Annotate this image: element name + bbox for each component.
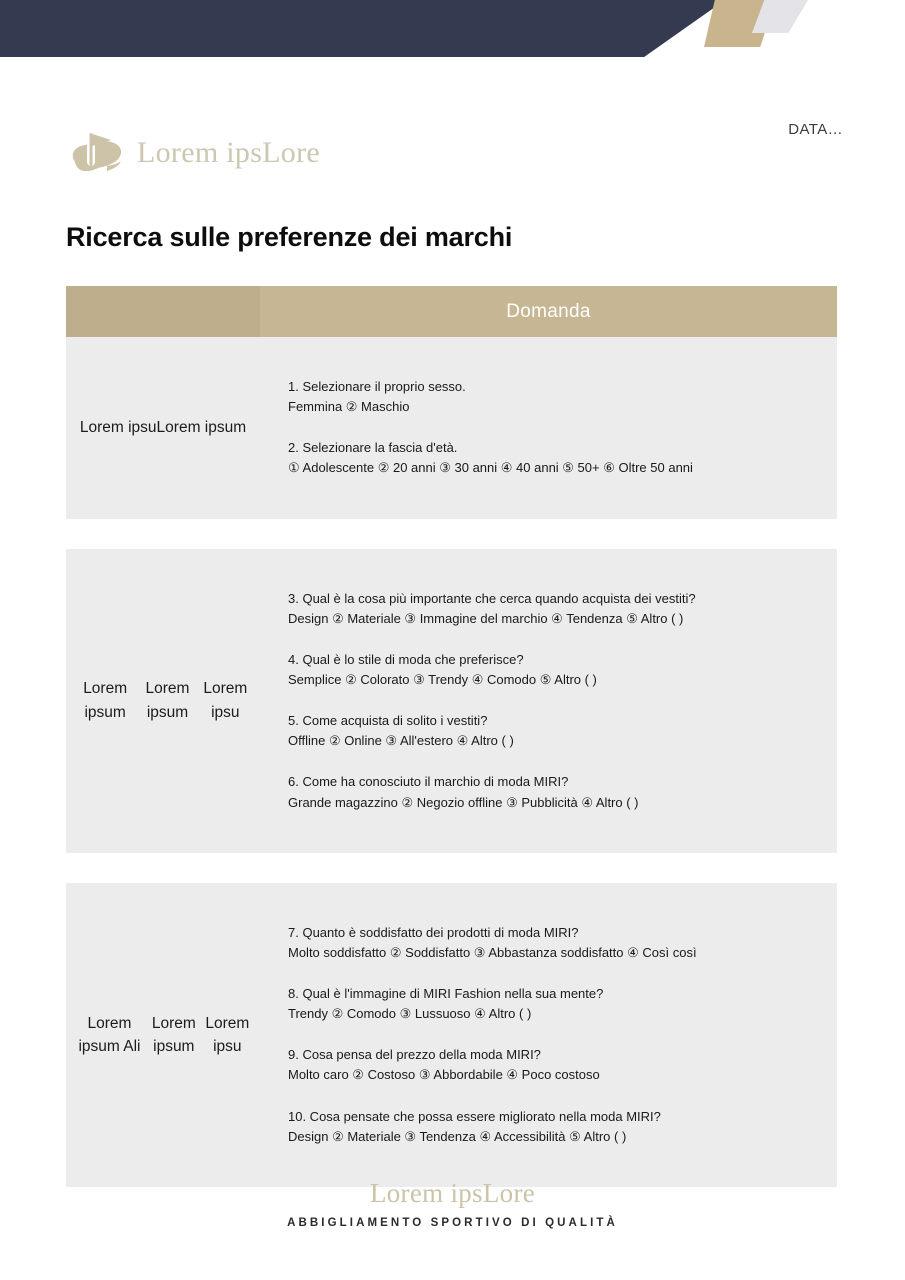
table-header-row xyxy=(66,286,837,337)
question-block xyxy=(288,711,817,751)
category-label-line: Lorem ipsu xyxy=(79,419,157,437)
table-section-gap xyxy=(66,853,837,883)
category-label-line: Lorem ipsum xyxy=(151,1014,196,1055)
table-header-left-cell xyxy=(66,286,260,337)
question-block xyxy=(288,772,817,812)
question-options[interactable]: Design ② Materiale ③ Tendenza ④ Accessibilità ⑤ Altro ( ) xyxy=(288,1128,627,1144)
category-label-line: Lorem ipsum xyxy=(83,680,128,721)
top-banner xyxy=(0,0,905,70)
question-options[interactable]: Femmina ② Maschio xyxy=(288,399,410,415)
question-text: 4. Qual è lo stile di moda che preferisce? xyxy=(288,651,524,667)
question-text: 5. Come acquista di solito i vestiti? xyxy=(288,713,488,729)
table-row-category-label xyxy=(66,549,260,853)
table-row-questions xyxy=(260,883,837,1187)
category-label-line: Lorem ipsum xyxy=(156,419,247,437)
question-text: 9. Cosa pensa del prezzo della moda MIRI? xyxy=(288,1047,541,1063)
table-row xyxy=(66,883,837,1187)
question-options[interactable]: Semplice ② Colorato ③ Trendy ④ Comodo ⑤ Altro ( ) xyxy=(288,671,597,687)
question-text: 8. Qual è l'immagine di MIRI Fashion nella sua mente? xyxy=(288,985,604,1001)
table-section-gap xyxy=(66,519,837,549)
category-label-line: Lorem ipsum Ali xyxy=(78,1014,141,1055)
table-row-questions xyxy=(260,337,837,519)
category-label-line: Lorem ipsu xyxy=(203,680,248,721)
table-row xyxy=(66,549,837,853)
question-options[interactable]: Grande magazzino ② Negozio offline ③ Pubblicità ④ Altro ( ) xyxy=(288,794,639,810)
table-body xyxy=(66,337,837,1187)
question-block xyxy=(288,984,817,1024)
table-row-category-label xyxy=(66,337,260,519)
question-options[interactable]: Trendy ② Comodo ③ Lussuoso ④ Altro ( ) xyxy=(288,1006,532,1022)
category-label-line: Lorem ipsu xyxy=(205,1014,250,1055)
footer-tagline: ABBIGLIAMENTO SPORTIVO DI QUALITÀ xyxy=(287,1217,618,1229)
question-text: 10. Cosa pensate che possa essere migliorato nella moda MIRI? xyxy=(288,1108,661,1124)
page-title: Ricerca sulle preferenze dei marchi xyxy=(66,222,513,253)
question-block xyxy=(288,650,817,690)
table-row-category-label xyxy=(66,883,260,1187)
table-header-question-cell: Domanda xyxy=(260,286,837,337)
question-text: 3. Qual è la cosa più importante che cerca quando acquista dei vestiti? xyxy=(288,590,696,606)
question-text: 2. Selezionare la fascia d'età. xyxy=(288,440,458,456)
question-block xyxy=(288,377,817,417)
question-options[interactable]: ① Adolescente ② 20 anni ③ 30 anni ④ 40 anni ⑤ 50+ ⑥ Oltre 50 anni xyxy=(288,460,693,476)
question-text: 6. Come ha conosciuto il marchio di moda MIRI? xyxy=(288,774,569,790)
question-options[interactable]: Molto caro ② Costoso ③ Abbordabile ④ Poco costoso xyxy=(288,1067,600,1083)
question-text: 7. Quanto è soddisfatto dei prodotti di moda MIRI? xyxy=(288,924,579,940)
question-block xyxy=(288,1045,817,1085)
question-text: 1. Selezionare il proprio sesso. xyxy=(288,379,466,394)
footer-brand: Lorem ipsLore xyxy=(369,1178,536,1208)
question-options[interactable]: Offline ② Online ③ All'estero ④ Altro ( ) xyxy=(288,733,514,749)
question-block xyxy=(288,1107,817,1147)
brand-logo-text: Lorem ipsLore xyxy=(137,135,321,169)
footer xyxy=(0,1178,905,1229)
category-label-line: Lorem ipsum xyxy=(145,680,190,721)
date-label: DATA… xyxy=(788,121,843,138)
question-block xyxy=(288,589,817,629)
survey-table xyxy=(66,286,837,1187)
table-row-questions xyxy=(260,549,837,853)
table-row xyxy=(66,337,837,519)
question-options[interactable]: Design ② Materiale ③ Immagine del marchio ④ Tendenza ⑤ Altro ( ) xyxy=(288,610,684,626)
question-block xyxy=(288,438,817,478)
brand-logo xyxy=(66,128,320,180)
question-block xyxy=(288,923,817,963)
banner-navy-shape xyxy=(0,0,725,57)
golf-flag-green-icon xyxy=(66,128,128,180)
question-options[interactable]: Molto soddisfatto ② Soddisfatto ③ Abbastanza soddisfatto ④ Così così xyxy=(288,944,697,960)
